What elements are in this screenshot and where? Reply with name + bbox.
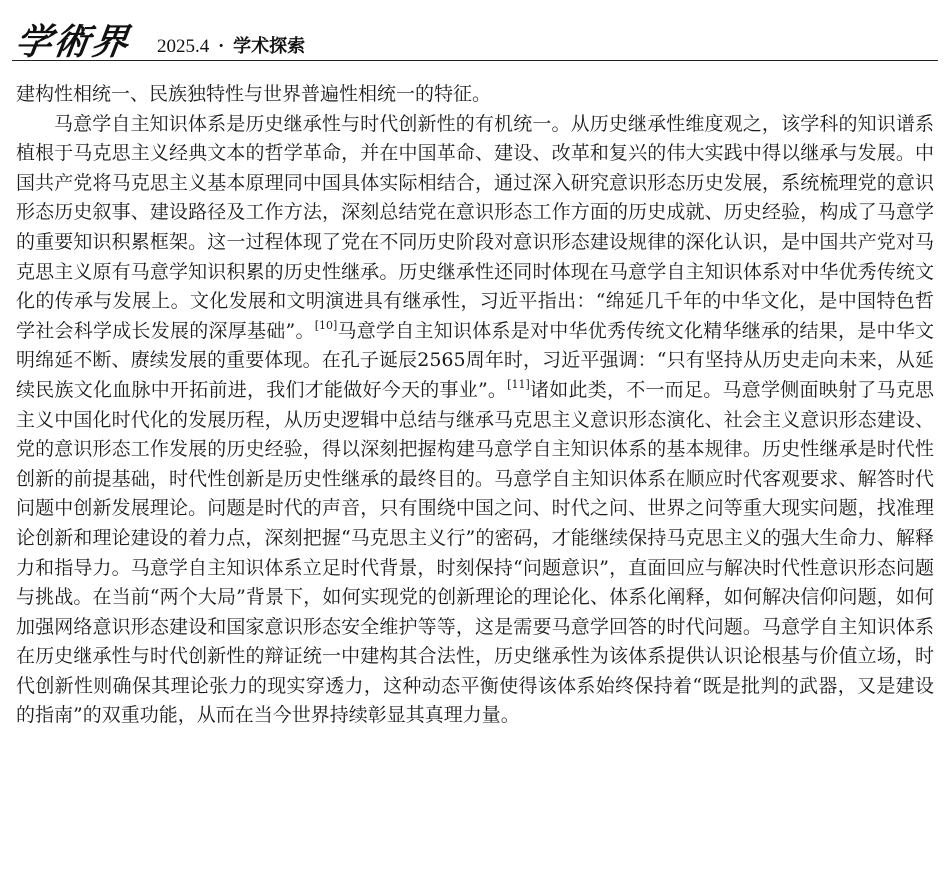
- paragraph-text-part-1: 马意学自主知识体系是历史继承性与时代创新性的有机统一。从历史继承性维度观之，该学科的知识谱系植根于马克思主义经典文本的哲学革命，并在中国革命、建设、改革和复兴的伟大实践中得以继承与发展。中国共产党将马克思主义基本原理同中国具体实际相结合，通过深入研究意识形态历史发展，系统梳理党的意识形态历史叙事、建设路径及工作方法，深刻总结党在意识形态工作方面的历史成就、历史经验，构成了马意学的重要知识积累框架。这一过程体现了党在不同历史阶段对意识形态建设规律的深化认识，是中国共产党对马克思主义原有马意学知识积累的历史性继承。历史继承性还同时体现在马意学自主知识体系对中华优秀传统文化的传承与发展上。文化发展和文明演进具有继承性，习近平指出：“绵延几千年的中华文化，是中国特色哲学社会科学成长发展的深厚基础”。: [16, 112, 934, 342]
- issue-line: [157, 32, 305, 58]
- paragraph-main: [16, 110, 934, 731]
- paragraph-text-part-3: 诸如此类，不一而足。马意学侧面映射了马克思主义中国化时代化的发展历程，从历史逻辑中总结与继承马克思主义意识形态演化、社会主义意识形态建设、党的意识形态工作发展的历史经验，得以深刻把握构建马意学自主知识体系的基本规律。历史性继承是时代性创新的前提基础，时代性创新是历史性继承的最终目的。马意学自主知识体系在顺应时代客观要求、解答时代问题中创新发展理论。问题是时代的声音，只有围绕中国之问、时代之问、世界之问等重大现实问题，找准理论创新和理论建设的着力点，深刻把握“马克思主义行”的密码，才能继续保持马克思主义的强大生命力、解释力和指导力。马意学自主知识体系立足时代背景，时刻保持“问题意识”，直面回应与解决时代性意识形态问题与挑战。在当前“两个大局”背景下，如何实现党的创新理论的理论化、体系化阐释，如何解决信仰问题，如何加强网络意识形态建设和国家意识形态安全维护等等，这是需要马意学回答的时代问题。马意学自主知识体系在历史继承性与时代创新性的辩证统一中建构其合法性，历史继承性为该体系提供认识论根基与价值立场，时代创新性则确保其理论张力的现实穿透力，这种动态平衡使得该体系始终保持着“既是批判的武器，又是建设的指南”的双重功能，从而在当今世界持续彰显其真理力量。: [16, 378, 934, 727]
- reference-marker-11: [11]: [507, 377, 530, 391]
- article-body: [16, 80, 934, 731]
- issue-separator: ·: [218, 36, 225, 57]
- column-name: 学术探索: [233, 36, 306, 57]
- page-header: [12, 14, 938, 61]
- paragraph-continued: 建构性相统一、民族独特性与世界普遍性相统一的特征。: [16, 83, 492, 105]
- issue-number: 2025.4: [157, 36, 210, 57]
- paragraph-text-part-2: 马意学自主知识体系是对中华优秀传统文化精华继承的结果，是中华文明绵延不断、赓续发展的重要体现。在孔子诞辰2565周年时，习近平强调：“只有坚持从历史走向未来，从延续民族文化血脉中开拓前进，我们才能做好今天的事业”。: [16, 319, 934, 401]
- reference-marker-10: [10]: [314, 318, 338, 332]
- journal-logo: 学術界: [12, 21, 133, 63]
